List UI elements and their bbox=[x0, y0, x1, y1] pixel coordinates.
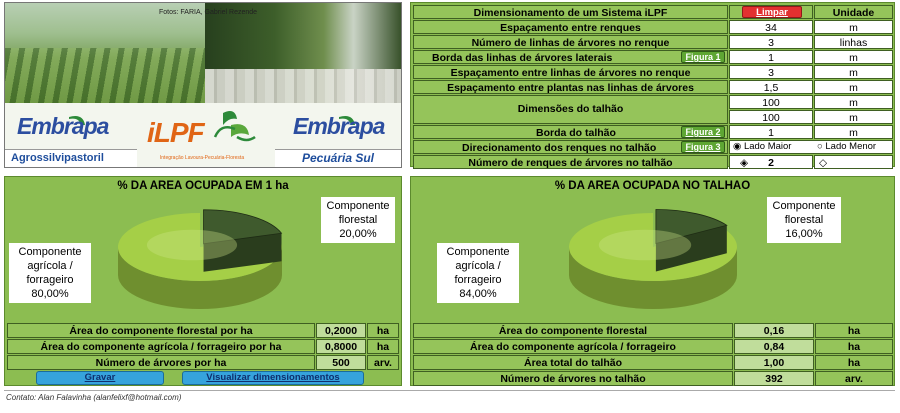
area-in-plot-panel bbox=[410, 176, 895, 386]
cattle-photo bbox=[205, 3, 402, 103]
clear-button[interactable]: Limpar bbox=[742, 6, 802, 18]
result-unit-agri-talhao: ha bbox=[815, 339, 893, 354]
figure-3-button[interactable]: Figura 3 bbox=[681, 141, 725, 153]
view-dimensionings-button[interactable]: Visualizar dimensionamentos bbox=[182, 371, 364, 385]
param-input-line-spacing[interactable]: 3 bbox=[729, 65, 813, 79]
param-unit-tree-lines: linhas bbox=[814, 35, 893, 49]
renques-count-cell bbox=[729, 155, 813, 169]
param-label-spacing-renques: Espaçamento entre renques bbox=[413, 20, 728, 34]
param-input-spacing-renques[interactable]: 34 bbox=[729, 20, 813, 34]
result-unit-trees-talhao: arv. bbox=[815, 371, 893, 386]
result-label-total-talhao: Área total do talhão bbox=[413, 355, 733, 370]
param-label-tree-lines: Número de linhas de árvores no renque bbox=[413, 35, 728, 49]
parameters-panel bbox=[410, 2, 895, 167]
result-value-forest-talhao: 0,16 bbox=[734, 323, 814, 338]
param-input-tree-lines[interactable]: 3 bbox=[729, 35, 813, 49]
param-input-dimension-2[interactable]: 100 bbox=[729, 110, 813, 124]
renques-count-value: 2 bbox=[768, 157, 774, 169]
unit-header: Unidade bbox=[814, 5, 893, 19]
chart-title-1ha: % DA AREA OCUPADA EM 1 ha bbox=[117, 180, 289, 192]
result-unit-trees-per-ha: arv. bbox=[367, 355, 399, 370]
param-label-plant-spacing: Espaçamento entre plantas nas linhas de árvores bbox=[413, 80, 728, 94]
ilpf-tagline: Integração Lavoura-Pecuária-Floresta bbox=[159, 155, 245, 161]
result-value-agri-talhao: 0,84 bbox=[734, 339, 814, 354]
pct-florestal-talhao: 16,00% bbox=[785, 228, 823, 240]
param-label-line-spacing: Espaçamento entre linhas de árvores no renque bbox=[413, 65, 728, 79]
param-input-dimension-1[interactable]: 100 bbox=[729, 95, 813, 109]
photo-credit: Fotos: FARIA, Gabriel Rezende bbox=[159, 9, 258, 16]
embrapa-logo-left: Embrapa bbox=[17, 113, 109, 139]
param-label-direction: Direcionamento dos renques no talhão bbox=[413, 140, 728, 154]
header-banner bbox=[4, 2, 402, 168]
radio-empty-icon: ○ bbox=[817, 141, 823, 152]
clear-cell bbox=[729, 5, 813, 19]
spinner-cell bbox=[814, 155, 893, 169]
param-unit-plot-border: m bbox=[814, 125, 893, 139]
result-label-agri-talhao: Área do componente agrícola / forrageiro bbox=[413, 339, 733, 354]
result-label-trees-talhao: Número de árvores no talhão bbox=[413, 371, 733, 386]
result-value-forest-per-ha: 0,2000 bbox=[316, 323, 366, 338]
result-value-trees-per-ha: 500 bbox=[316, 355, 366, 370]
result-unit-total-talhao: ha bbox=[815, 355, 893, 370]
pie-highlight bbox=[599, 230, 691, 261]
param-label-lateral-border: Borda das linhas de árvores laterais bbox=[413, 50, 728, 64]
radio-lado-menor[interactable]: ○ Lado Menor bbox=[817, 141, 877, 152]
result-label-forest-per-ha: Área do componente florestal por ha bbox=[7, 323, 315, 338]
param-unit-dimension-2: m bbox=[814, 110, 893, 124]
result-label-agri-per-ha: Área do componente agrícola / forrageiro por ha bbox=[7, 339, 315, 354]
param-label-dimensions: Dimensões do talhão bbox=[413, 95, 728, 124]
field-photo bbox=[5, 3, 205, 103]
result-value-total-talhao: 1,00 bbox=[734, 355, 814, 370]
radio-lado-maior[interactable]: ◉ Lado Maior bbox=[733, 141, 792, 152]
label-florestal-1ha: Componente florestal 20,00% bbox=[321, 197, 395, 243]
param-unit-spacing-renques: m bbox=[814, 20, 893, 34]
result-label-trees-per-ha: Número de árvores por ha bbox=[7, 355, 315, 370]
result-unit-forest-talhao: ha bbox=[815, 323, 893, 338]
ilpf-logo: iLPF bbox=[145, 107, 265, 165]
label-florestal-talhao: Componente florestal 16,00% bbox=[767, 197, 841, 243]
contact-text: Contato: Alan Falavinha (alanfelixf@hotmail.com) bbox=[6, 393, 182, 402]
label-agricola-talhao: Componente agrícola / forrageiro 84,00% bbox=[437, 243, 519, 303]
result-unit-forest-per-ha: ha bbox=[367, 323, 399, 338]
param-label-plot-border: Borda do talhão bbox=[413, 125, 728, 139]
area-per-ha-panel bbox=[4, 176, 402, 386]
param-input-plant-spacing[interactable]: 1,5 bbox=[729, 80, 813, 94]
param-label-renques-count: Número de renques de árvores no talhão bbox=[413, 155, 728, 169]
param-unit-line-spacing: m bbox=[814, 65, 893, 79]
spinner-down-icon[interactable]: ◇ bbox=[819, 157, 828, 169]
pie-highlight bbox=[147, 230, 237, 261]
spinner-up-icon[interactable]: ◈ bbox=[740, 157, 749, 169]
radio-selected-icon: ◉ bbox=[733, 141, 742, 152]
pct-agricola-1ha: 80,00% bbox=[31, 288, 69, 300]
pct-florestal-1ha: 20,00% bbox=[339, 228, 377, 240]
param-unit-dimension-1: m bbox=[814, 95, 893, 109]
embrapa-logo-right: Embrapa bbox=[293, 113, 385, 139]
system-title: Dimensionamento de um Sistema iLPF bbox=[413, 5, 728, 19]
result-unit-agri-per-ha: ha bbox=[367, 339, 399, 354]
chart-title-talhao: % DA AREA OCUPADA NO TALHAO bbox=[554, 180, 751, 192]
param-input-lateral-border[interactable]: 1 bbox=[729, 50, 813, 64]
figure-1-button[interactable]: Figura 1 bbox=[681, 51, 725, 63]
figure-2-button[interactable]: Figura 2 bbox=[681, 126, 725, 138]
footer-divider bbox=[4, 390, 895, 391]
embrapa-unit-right: Pecuária Sul bbox=[275, 149, 401, 167]
param-input-plot-border[interactable]: 1 bbox=[729, 125, 813, 139]
pct-agricola-talhao: 84,00% bbox=[459, 288, 497, 300]
result-value-agri-per-ha: 0,8000 bbox=[316, 339, 366, 354]
result-value-trees-talhao: 392 bbox=[734, 371, 814, 386]
label-agricola-1ha: Componente agrícola / forrageiro 80,00% bbox=[9, 243, 91, 303]
save-button[interactable]: Gravar bbox=[36, 371, 164, 385]
embrapa-unit-left: Agrossilvipastoril bbox=[5, 149, 137, 167]
param-unit-plant-spacing: m bbox=[814, 80, 893, 94]
result-label-forest-talhao: Área do componente florestal bbox=[413, 323, 733, 338]
param-unit-lateral-border: m bbox=[814, 50, 893, 64]
